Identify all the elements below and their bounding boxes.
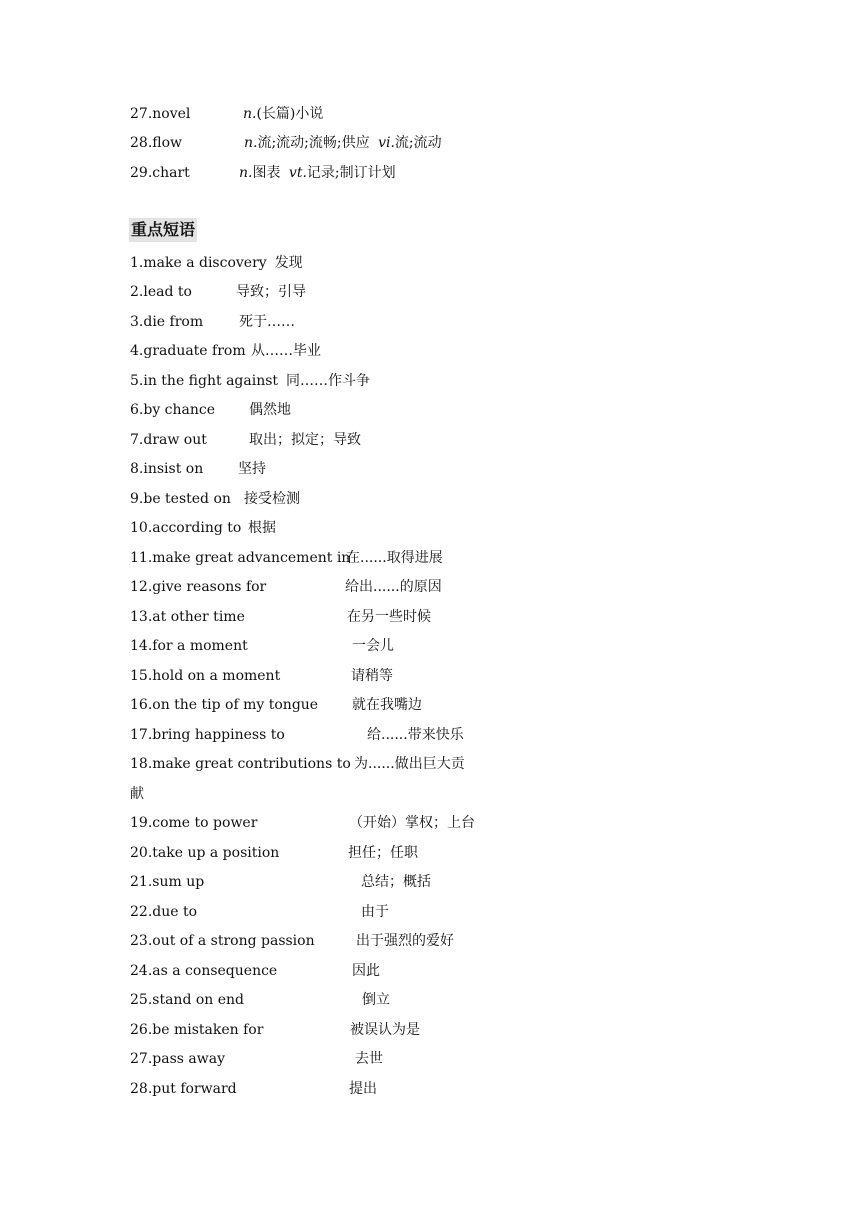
part-of-speech: n.: [244, 135, 258, 151]
phrase-definition: 在另一些时候: [347, 609, 431, 625]
phrase-term: 8.insist on: [130, 461, 204, 477]
phrase-definition: 为......做出巨大贡: [354, 756, 465, 772]
vocab-term: 27.novel: [130, 106, 191, 122]
part-of-speech: n.: [243, 106, 257, 122]
definition-text: 图表: [252, 165, 285, 181]
phrase-definition: （开始）掌权；上台: [349, 815, 475, 831]
part-of-speech: vt.: [288, 165, 307, 181]
definition-text: 流;流动;流畅;供应: [257, 135, 375, 151]
phrase-term: 23.out of a strong passion: [130, 933, 315, 949]
phrase-definition: 发现: [274, 255, 303, 271]
phrase-definition: 偶然地: [249, 402, 291, 418]
phrase-definition: 给......带来快乐: [367, 727, 464, 743]
phrase-definition: 给出......的原因: [345, 579, 442, 595]
phrase-definition: 死于……: [239, 314, 295, 330]
phrase-term: 4.graduate from: [130, 343, 246, 359]
phrase-definition-continued: 献: [130, 786, 144, 802]
phrase-definition: 就在我嘴边: [352, 697, 422, 713]
phrase-term: 17.bring happiness to: [130, 727, 285, 743]
vocab-term: 29.chart: [130, 165, 190, 181]
phrase-term: 19.come to power: [130, 815, 258, 831]
phrase-definition: 由于: [361, 904, 389, 920]
vocab-row: [130, 134, 182, 152]
phrase-term: 28.put forward: [130, 1081, 237, 1097]
phrase-definition: 取出；拟定；导致: [249, 432, 361, 448]
phrase-term: 7.draw out: [130, 432, 207, 448]
phrase-term: 26.be mistaken for: [130, 1022, 264, 1038]
phrase-definition: 在......取得进展: [346, 550, 443, 566]
vocab-definition: [244, 134, 442, 152]
phrase-definition: 请稍等: [351, 668, 393, 684]
vocab-row: [130, 164, 190, 182]
phrase-definition: 因此: [352, 963, 380, 979]
section-heading: 重点短语: [129, 218, 197, 242]
part-of-speech: n.: [239, 165, 253, 181]
phrase-definition: 一会儿: [352, 638, 394, 654]
definition-text: (长篇)小说: [256, 106, 324, 122]
phrase-term: 12.give reasons for: [130, 579, 267, 595]
phrase-term: 21.sum up: [130, 874, 205, 890]
phrase-term: 27.pass away: [130, 1051, 225, 1067]
vocab-definition: [239, 164, 396, 182]
phrase-term: 1.make a discovery: [130, 255, 267, 271]
phrase-term: 6.by chance: [130, 402, 216, 418]
phrase-definition: 总结；概括: [361, 874, 431, 890]
phrase-definition: 从……毕业: [251, 343, 321, 359]
phrase-term: 14.for a moment: [130, 638, 248, 654]
phrase-term: 11.make great advancement in: [130, 550, 351, 566]
phrase-definition: 导致；引导: [236, 284, 306, 300]
phrase-term: 3.die from: [130, 314, 204, 330]
vocab-definition: [243, 105, 323, 123]
definition-text: 流;流动: [394, 135, 442, 151]
part-of-speech: vi.: [378, 135, 395, 151]
phrase-term: 10.according to: [130, 520, 242, 536]
phrase-term: 9.be tested on: [130, 491, 231, 507]
phrase-term: 18.make great contributions to: [130, 756, 351, 772]
phrase-term: 25.stand on end: [130, 992, 245, 1008]
phrase-definition: 根据: [248, 520, 276, 536]
phrase-definition: 接受检测: [244, 491, 300, 507]
phrase-definition: 被误认为是: [350, 1022, 420, 1038]
phrase-row: [130, 254, 303, 272]
vocab-row: [130, 105, 190, 123]
phrase-definition: 倒立: [362, 992, 390, 1008]
phrase-definition: 担任；任职: [348, 845, 418, 861]
definition-text: 记录;制订计划: [306, 165, 396, 181]
phrase-term: 16.on the tip of my tongue: [130, 697, 319, 713]
phrase-term: 13.at other time: [130, 609, 245, 625]
phrase-term: 24.as a consequence: [130, 963, 278, 979]
phrase-term: 20.take up a position: [130, 845, 280, 861]
phrase-term: 15.hold on a moment: [130, 668, 281, 684]
phrase-definition: 坚持: [238, 461, 266, 477]
phrase-definition: 出于强烈的爱好: [356, 933, 454, 949]
phrase-term: 22.due to: [130, 904, 198, 920]
vocab-term: 28.flow: [130, 135, 183, 151]
phrase-definition: 去世: [355, 1051, 383, 1067]
phrase-row: [130, 372, 370, 390]
phrase-term: 2.lead to: [130, 284, 192, 300]
phrase-definition: 提出: [349, 1081, 377, 1097]
phrase-term: 5.in the fight against: [130, 373, 279, 389]
phrase-definition: 同……作斗争: [286, 373, 371, 389]
